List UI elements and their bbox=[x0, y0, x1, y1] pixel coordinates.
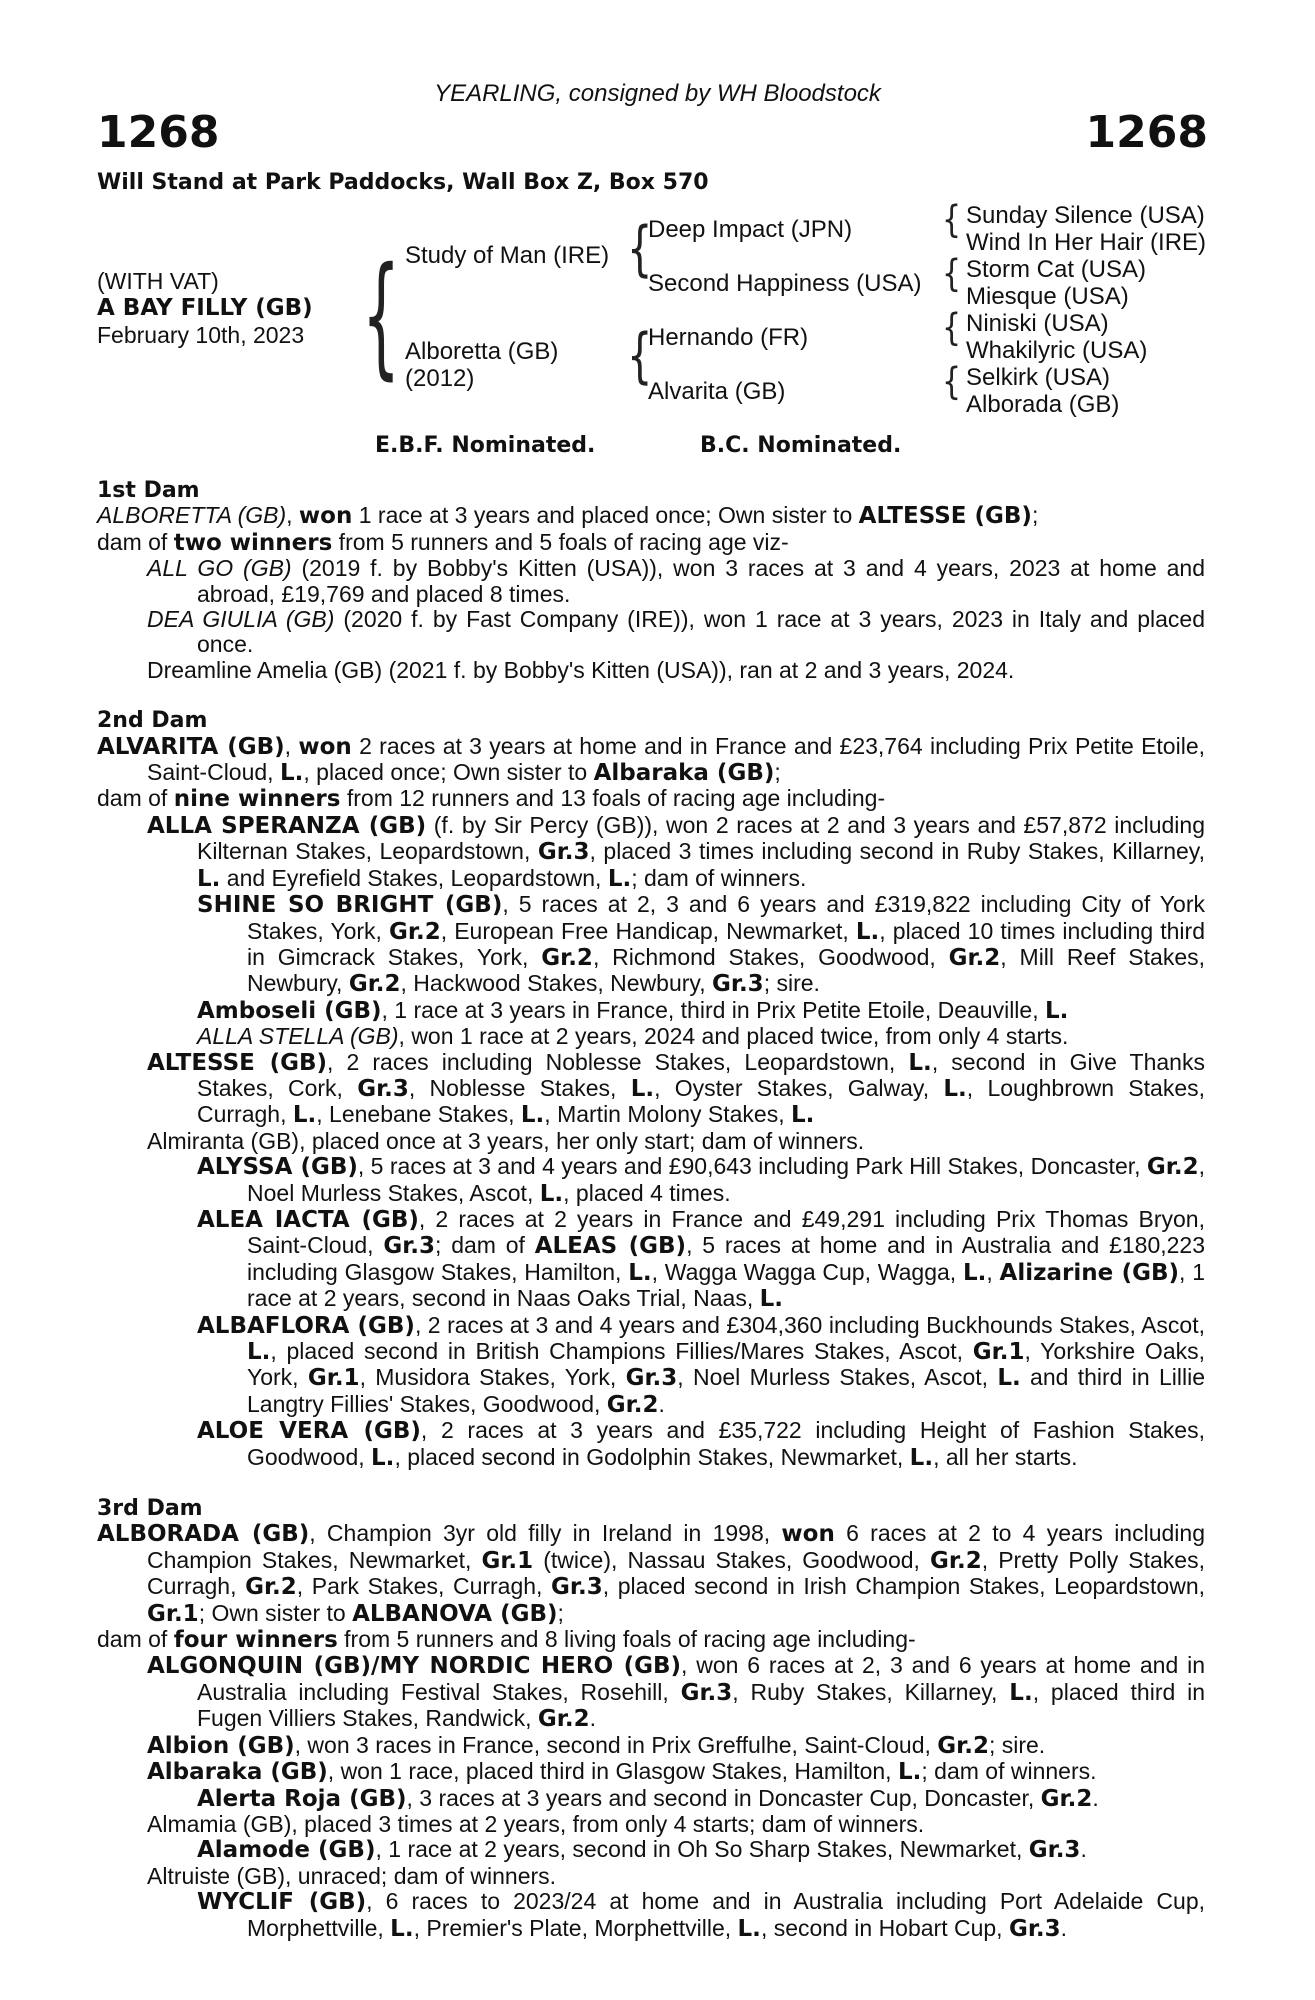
bold-text: nine winners bbox=[173, 786, 341, 813]
text-run: , Richmond Stakes, Goodwood, bbox=[592, 943, 949, 970]
bold-text: L. bbox=[1009, 1679, 1033, 1706]
text-run: , Noblesse Stakes, bbox=[408, 1074, 631, 1101]
bold-text: Gr.2 bbox=[948, 944, 1001, 971]
text-run: , Champion 3yr old filly in Ireland in 1998, bbox=[309, 1520, 782, 1547]
bold-text: ALBANOVA (GB) bbox=[352, 1600, 558, 1627]
section-spacer bbox=[97, 683, 1205, 708]
pedigree-dam-sire: Hernando (FR) bbox=[648, 324, 809, 351]
text-run: , Martin Molony Stakes, bbox=[544, 1101, 791, 1128]
text-run: Almiranta (GB), placed once at 3 years, her only start; dam of winners. bbox=[147, 1127, 865, 1154]
bold-text: L. bbox=[628, 1259, 652, 1286]
brace-dam: { bbox=[627, 322, 653, 391]
bold-text: ALTESSE (GB) bbox=[858, 503, 1032, 530]
bold-text: Gr.2 bbox=[1040, 1785, 1093, 1812]
dam-record-paragraph bbox=[97, 556, 1205, 607]
bold-text: WYCLIF (GB) bbox=[197, 1889, 367, 1916]
italic-text: ALL GO (GB) bbox=[147, 555, 292, 582]
dam-record-paragraph bbox=[97, 1864, 1205, 1889]
dam-record-paragraph bbox=[97, 813, 1205, 892]
text-run: , Oyster Stakes, Galway, bbox=[654, 1074, 944, 1101]
text-run: , placed second in Irish Champion Stakes, Leopardstown, bbox=[602, 1573, 1206, 1600]
bold-text: Gr.3 bbox=[712, 971, 764, 998]
bold-text: Gr.1 bbox=[147, 1600, 199, 1627]
bold-text: Gr.3 bbox=[625, 1365, 678, 1392]
dam-record-paragraph bbox=[97, 1024, 1205, 1049]
horse-dob: February 10th, 2023 bbox=[97, 322, 305, 348]
bold-text: L. bbox=[371, 1444, 395, 1471]
text-run: . bbox=[1060, 1914, 1068, 1941]
bold-text: ALOE VERA (GB) bbox=[197, 1418, 421, 1445]
dam-record-paragraph bbox=[97, 658, 1205, 683]
text-run: (f. by Sir Percy (GB)), won 2 races at 2 and 3 years and £57,872 including Kilternan Stakes, Leopardstown, bbox=[197, 811, 1205, 865]
text-run: , placed third in Fugen Villiers Stakes, Randwick, bbox=[197, 1678, 1206, 1732]
dam-record-paragraph bbox=[97, 503, 1205, 529]
text-run: , 2 races including Noblesse Stakes, Leopardstown, bbox=[327, 1048, 909, 1075]
bold-text: L. bbox=[962, 1259, 987, 1286]
dam-record-paragraph bbox=[97, 786, 1205, 812]
text-run: dam of bbox=[97, 785, 174, 812]
brace-main: { bbox=[362, 240, 401, 394]
dam-record-paragraph bbox=[97, 1653, 1205, 1732]
text-run: and third in Lillie Langtry Fillies' Stakes, Goodwood, bbox=[247, 1364, 1205, 1417]
pedigree-dam-dam: Alvarita (GB) bbox=[648, 378, 786, 405]
text-run: , placed 10 times including third in Gimcrack Stakes, York, bbox=[247, 917, 1205, 970]
bold-text: won bbox=[298, 503, 353, 530]
bold-text: ALGONQUIN (GB)/MY NORDIC HERO (GB) bbox=[147, 1653, 682, 1680]
pedigree-gen3-1: Sunday Silence (USA) bbox=[966, 202, 1205, 229]
dam-record-paragraph bbox=[97, 1733, 1205, 1759]
bold-text: won bbox=[298, 733, 352, 760]
pedigree-gen3-8: Alborada (GB) bbox=[966, 391, 1120, 418]
bold-text: L. bbox=[607, 865, 632, 892]
text-run: , Yorkshire Oaks, York, bbox=[247, 1338, 1206, 1391]
pedigree-sire-dam: Second Happiness (USA) bbox=[648, 270, 922, 297]
bold-text: L. bbox=[759, 1286, 784, 1313]
text-run: , second in Give Thanks Stakes, Cork, bbox=[197, 1048, 1205, 1101]
text-run: , European Free Handicap, Newmarket, bbox=[440, 917, 856, 944]
text-run: , 5 races at 2, 3 and 6 years and £319,822 including City of York Stakes, York, bbox=[247, 891, 1205, 944]
bold-text: Gr.3 bbox=[537, 839, 590, 866]
bold-text: Gr.2 bbox=[537, 1706, 590, 1733]
bold-text: Gr.2 bbox=[606, 1391, 659, 1418]
text-run: , placed 4 times. bbox=[563, 1179, 731, 1206]
text-run: dam of bbox=[97, 528, 174, 555]
text-run: Altruiste (GB), unraced; dam of winners. bbox=[147, 1862, 557, 1889]
bold-text: four winners bbox=[173, 1627, 338, 1654]
brace-g1: { bbox=[942, 198, 962, 242]
dam-record-paragraph bbox=[97, 1812, 1205, 1837]
text-run: , Premier's Plate, Morphettville, bbox=[413, 1914, 738, 1941]
bc-nomination: B.C. Nominated. bbox=[700, 433, 902, 458]
bold-text: Gr.3 bbox=[551, 1574, 603, 1601]
dam-section-heading: 3rd Dam bbox=[97, 1496, 203, 1522]
bold-text: Gr.1 bbox=[972, 1339, 1025, 1365]
stand-location: Will Stand at Park Paddocks, Wall Box Z, Box 570 bbox=[97, 170, 709, 195]
dam-record-paragraph bbox=[97, 530, 1205, 556]
text-run: ; dam of winners. bbox=[631, 864, 807, 891]
text-run: , won 1 race at 2 years, 2024 and placed twice, from only 4 starts. bbox=[398, 1023, 1069, 1050]
section-spacer bbox=[97, 1471, 1205, 1496]
bold-text: Gr.3 bbox=[680, 1679, 733, 1706]
text-run: , Loughbrown Stakes, Curragh, bbox=[197, 1074, 1206, 1128]
text-run: , Mill Reef Stakes, Newbury, bbox=[247, 943, 1205, 997]
bold-text: Gr.2 bbox=[245, 1574, 297, 1601]
bold-text: L. bbox=[997, 1365, 1021, 1392]
lot-number-right: 1268 bbox=[1085, 107, 1208, 158]
text-run: , won 3 races in France, second in Prix Greffulhe, Saint-Cloud, bbox=[294, 1731, 938, 1758]
dam-record-paragraph bbox=[97, 1418, 1205, 1471]
text-run: (2020 f. by Fast Company (IRE)), won 1 race at 3 years, 2023 in Italy and placed once. bbox=[197, 606, 1205, 658]
bold-text: ALTESSE (GB) bbox=[147, 1049, 328, 1076]
bold-text: Gr.2 bbox=[389, 918, 441, 945]
bold-text: Albaraka (GB) bbox=[593, 760, 775, 787]
text-run: , all her starts. bbox=[933, 1443, 1078, 1470]
text-run: from 5 runners and 5 foals of racing age viz- bbox=[332, 528, 789, 555]
bold-text: Gr.2 bbox=[937, 1732, 989, 1759]
text-run: and Eyrefield Stakes, Leopardstown, bbox=[220, 864, 608, 891]
bold-text: Gr.2 bbox=[541, 944, 593, 971]
text-run: ; bbox=[1031, 502, 1039, 529]
text-run: 6 races at 2 to 4 years including Champion Stakes, Newmarket, bbox=[147, 1520, 1205, 1573]
bold-text: Alamode (GB) bbox=[197, 1837, 376, 1864]
bold-text: L. bbox=[630, 1075, 655, 1102]
text-run: ; Own sister to bbox=[198, 1599, 353, 1626]
bold-text: L. bbox=[520, 1102, 545, 1129]
text-run: , 2 races at 2 years in France and £49,291 including Prix Thomas Bryon, Saint-Cloud, bbox=[247, 1205, 1205, 1259]
italic-text: ALBORETTA (GB) bbox=[97, 502, 287, 529]
text-run: (2019 f. by Bobby's Kitten (USA)), won 3 races at 3 and 4 years, 2023 at home and abroad, £19,769 and placed 8 times. bbox=[197, 555, 1205, 607]
text-run: , Pretty Polly Stakes, Curragh, bbox=[147, 1546, 1205, 1600]
bold-text: L. bbox=[897, 1759, 922, 1786]
dam-record-paragraph bbox=[97, 1050, 1205, 1129]
bold-text: Gr.3 bbox=[1008, 1915, 1061, 1942]
dam-record-paragraph bbox=[97, 1154, 1205, 1207]
dam-section-heading: 2nd Dam bbox=[97, 708, 208, 734]
text-run: . bbox=[1092, 1784, 1099, 1811]
dam-record-paragraph bbox=[97, 1889, 1205, 1942]
bold-text: Gr.3 bbox=[1028, 1837, 1081, 1864]
text-run: , second in Hobart Cup, bbox=[760, 1914, 1009, 1941]
text-run: , Hackwood Stakes, Newbury, bbox=[400, 970, 712, 997]
bold-text: Albaraka (GB) bbox=[147, 1759, 328, 1786]
bold-text: L. bbox=[539, 1180, 564, 1207]
text-run: , 2 races at 3 and 4 years and £304,360 including Buckhounds Stakes, Ascot, bbox=[414, 1311, 1205, 1338]
bold-text: L. bbox=[1045, 997, 1069, 1024]
dam-section-heading: 1st Dam bbox=[97, 478, 200, 503]
pedigree-dam: Alboretta (GB) bbox=[405, 338, 559, 365]
text-run: . bbox=[589, 1705, 596, 1732]
dam-records bbox=[97, 478, 1205, 1942]
dam-record-paragraph bbox=[97, 607, 1205, 658]
italic-text: DEA GIULIA (GB) bbox=[147, 606, 335, 633]
bold-text: Albion (GB) bbox=[147, 1732, 295, 1759]
bold-text: ALEAS (GB) bbox=[534, 1233, 687, 1260]
dam-record-paragraph bbox=[97, 1627, 1205, 1653]
text-run: . bbox=[658, 1390, 665, 1417]
text-run: 2 races at 3 years at home and in France and £23,764 including Prix Petite Etoile, Saint-Cloud, bbox=[147, 732, 1205, 786]
dam-record-paragraph bbox=[97, 734, 1205, 787]
brace-g3: { bbox=[942, 306, 962, 350]
bold-text: Gr.2 bbox=[930, 1547, 982, 1574]
text-run: , placed once; Own sister to bbox=[303, 759, 594, 786]
text-run: ; dam of bbox=[435, 1232, 535, 1259]
text-run: , 6 races to 2023/24 at home and in Australia including Port Adelaide Cup, Morphettville, bbox=[247, 1888, 1206, 1941]
pedigree-sire: Study of Man (IRE) bbox=[405, 242, 610, 269]
text-run: , Ruby Stakes, Killarney, bbox=[732, 1678, 1010, 1705]
italic-text: ALLA STELLA (GB) bbox=[197, 1023, 399, 1050]
dam-record-paragraph bbox=[97, 998, 1205, 1024]
text-run: ; sire. bbox=[988, 1731, 1046, 1758]
pedigree-gen3-7: Selkirk (USA) bbox=[966, 364, 1111, 391]
ebf-nomination: E.B.F. Nominated. bbox=[375, 433, 596, 458]
text-run: ; sire. bbox=[763, 970, 820, 997]
horse-name: A BAY FILLY (GB) bbox=[97, 295, 313, 321]
bold-text: ALBAFLORA (GB) bbox=[197, 1312, 415, 1339]
text-run: , Wagga Wagga Cup, Wagga, bbox=[651, 1258, 963, 1285]
bold-text: L. bbox=[390, 1915, 414, 1942]
bold-text: L. bbox=[855, 918, 880, 945]
text-run: , placed second in Godolphin Stakes, Newmarket, bbox=[394, 1443, 910, 1470]
dam-record-paragraph bbox=[97, 1759, 1205, 1785]
text-run: , 2 races at 3 years and £35,722 including Height of Fashion Stakes, Goodwood, bbox=[247, 1417, 1205, 1470]
dam-record-paragraph bbox=[97, 1837, 1205, 1863]
bold-text: L. bbox=[292, 1102, 317, 1129]
bold-text: Amboseli (GB) bbox=[197, 997, 382, 1024]
bold-text: Gr.3 bbox=[357, 1075, 409, 1102]
text-run: dam of bbox=[97, 1626, 174, 1653]
bold-text: L. bbox=[279, 760, 304, 787]
bold-text: won bbox=[781, 1521, 835, 1548]
bold-text: Alizarine (GB) bbox=[999, 1259, 1180, 1286]
bold-text: ALLA SPERANZA (GB) bbox=[147, 812, 427, 839]
bold-text: L. bbox=[909, 1444, 934, 1471]
dam-record-paragraph bbox=[97, 1207, 1205, 1313]
brace-g2: { bbox=[942, 252, 962, 296]
text-run: , Noel Murless Stakes, Ascot, bbox=[677, 1364, 998, 1391]
text-run: , Park Stakes, Curragh, bbox=[296, 1573, 552, 1600]
pedigree-sire-sire: Deep Impact (JPN) bbox=[648, 216, 853, 243]
bold-text: ALYSSA (GB) bbox=[197, 1154, 358, 1181]
bold-text: Alerta Roja (GB) bbox=[197, 1785, 407, 1812]
text-run: Dreamline Amelia (GB) (2021 f. by Bobby's Kitten (USA)), ran at 2 and 3 years, 2024. bbox=[147, 656, 1015, 683]
bold-text: SHINE SO BRIGHT (GB) bbox=[197, 892, 503, 919]
text-run: ; dam of winners. bbox=[921, 1758, 1097, 1785]
pedigree-gen3-2: Wind In Her Hair (IRE) bbox=[966, 229, 1207, 256]
text-run: , 1 race at 2 years, second in Naas Oaks Trial, Naas, bbox=[247, 1258, 1206, 1312]
bold-text: Gr.1 bbox=[307, 1365, 360, 1392]
text-run: (twice), Nassau Stakes, Goodwood, bbox=[533, 1546, 931, 1573]
text-run: , bbox=[986, 1258, 1000, 1285]
pedigree-gen3-3: Storm Cat (USA) bbox=[966, 256, 1147, 283]
pedigree-gen3-5: Niniski (USA) bbox=[966, 310, 1109, 337]
bold-text: L. bbox=[247, 1339, 271, 1365]
brace-g4: { bbox=[942, 360, 962, 404]
text-run: from 12 runners and 13 foals of racing age including- bbox=[340, 785, 886, 812]
pedigree-dam-year: (2012) bbox=[405, 365, 475, 392]
page-subtitle: YEARLING, consigned by WH Bloodstock bbox=[434, 80, 881, 107]
bold-text: Gr.1 bbox=[481, 1547, 534, 1574]
bold-text: ALBORADA (GB) bbox=[97, 1521, 310, 1548]
dam-record-paragraph bbox=[97, 1129, 1205, 1154]
bold-text: L. bbox=[197, 865, 221, 892]
text-run: , 5 races at home and in Australia and £180,223 including Glasgow Stakes, Hamilton, bbox=[247, 1232, 1206, 1285]
pedigree-gen3-4: Miesque (USA) bbox=[966, 283, 1129, 310]
bold-text: L. bbox=[908, 1049, 932, 1076]
bold-text: Gr.3 bbox=[383, 1233, 436, 1260]
text-run: 1 race at 3 years and placed once; Own sister to bbox=[352, 502, 859, 529]
bold-text: L. bbox=[737, 1915, 761, 1942]
text-run: , 1 race at 2 years, second in Oh So Sharp Stakes, Newmarket, bbox=[375, 1836, 1029, 1863]
bold-text: ALEA IACTA (GB) bbox=[197, 1206, 419, 1233]
bold-text: Gr.2 bbox=[348, 971, 401, 998]
bold-text: Gr.2 bbox=[1146, 1154, 1199, 1181]
text-run: ; bbox=[557, 1599, 564, 1626]
text-run: from 5 runners and 8 living foals of racing age including- bbox=[337, 1626, 916, 1653]
lot-number-left: 1268 bbox=[97, 107, 220, 158]
text-run: , won 6 races at 2, 3 and 6 years at home and in Australia including Festival Stakes, Rosehill, bbox=[197, 1652, 1205, 1705]
text-run: , placed 3 times including second in Ruby Stakes, Killarney, bbox=[589, 838, 1205, 865]
text-run: , Noel Murless Stakes, Ascot, bbox=[247, 1153, 1205, 1206]
bold-text: two winners bbox=[173, 529, 333, 556]
text-run: , Lenebane Stakes, bbox=[316, 1101, 521, 1128]
text-run: , won 1 race, placed third in Glasgow Stakes, Hamilton, bbox=[327, 1758, 898, 1785]
dam-record-paragraph bbox=[97, 1786, 1205, 1812]
bold-text: ALVARITA (GB) bbox=[97, 733, 285, 760]
text-run: , Musidora Stakes, York, bbox=[359, 1364, 626, 1391]
bold-text: L. bbox=[791, 1102, 815, 1129]
text-run: , 5 races at 3 and 4 years and £90,643 including Park Hill Stakes, Doncaster, bbox=[357, 1153, 1147, 1180]
pedigree-gen3-6: Whakilyric (USA) bbox=[966, 337, 1148, 364]
dam-record-paragraph bbox=[97, 1521, 1205, 1627]
brace-sire: { bbox=[627, 215, 653, 284]
dam-record-paragraph bbox=[97, 892, 1205, 998]
text-run: , placed second in British Champions Fillies/Mares Stakes, Ascot, bbox=[270, 1338, 973, 1364]
text-run: . bbox=[1080, 1836, 1087, 1863]
text-run: , 3 races at 3 years and second in Doncaster Cup, Doncaster, bbox=[406, 1784, 1041, 1811]
text-run: , bbox=[286, 502, 299, 529]
text-run: , 1 race at 3 years in France, third in Prix Petite Etoile, Deauville, bbox=[381, 996, 1045, 1023]
text-run: ; bbox=[774, 759, 781, 786]
text-run: Almamia (GB), placed 3 times at 2 years, from only 4 starts; dam of winners. bbox=[147, 1810, 925, 1837]
dam-record-paragraph bbox=[97, 1313, 1205, 1419]
text-run: , bbox=[284, 732, 299, 759]
bold-text: L. bbox=[943, 1075, 967, 1102]
vat-note: (WITH VAT) bbox=[97, 268, 219, 294]
